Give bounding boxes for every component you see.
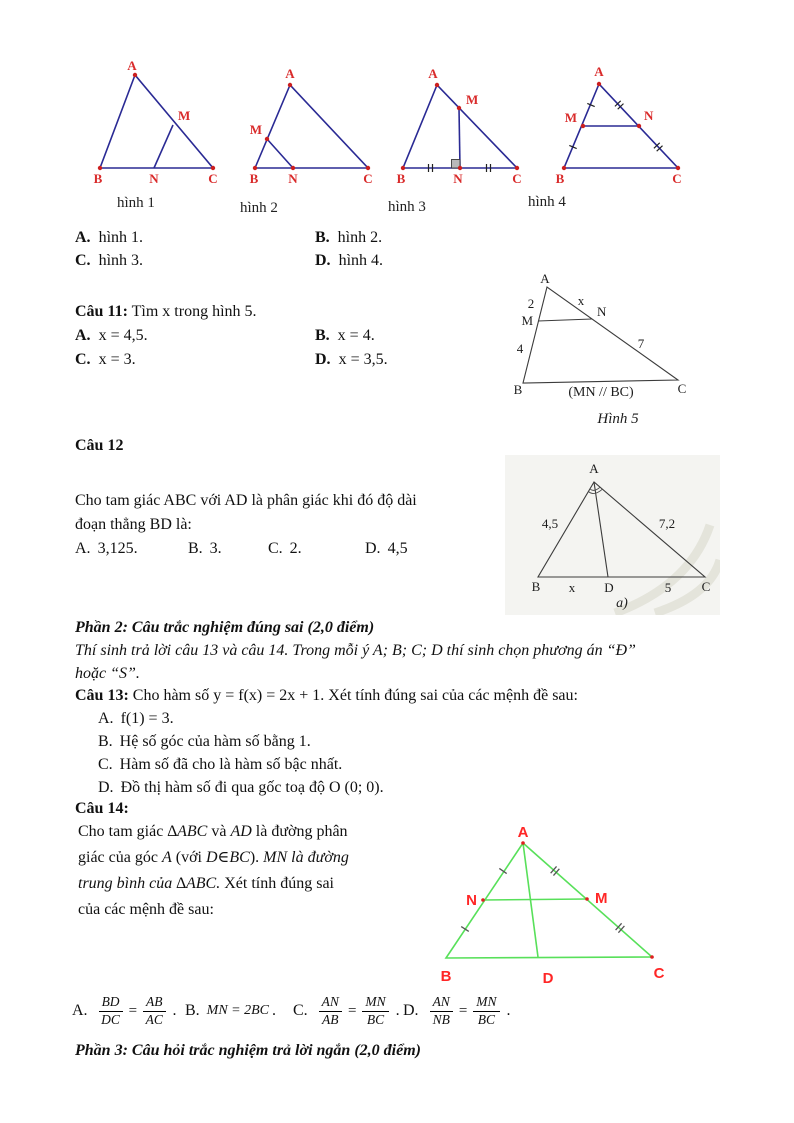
fig2-label-c: C	[363, 171, 373, 186]
fig14-label-m: M	[595, 890, 608, 907]
fig1-triangle	[100, 75, 213, 168]
fig5-value-an: x	[577, 293, 585, 308]
fig2-label-a: A	[285, 66, 295, 81]
q13-option-c-text: Hàm số đã cho là hàm số bậc nhất.	[119, 756, 343, 773]
fig12-value-ab: 4,5	[541, 516, 559, 531]
fig14-label-n: N	[466, 892, 477, 909]
q12-option-a-letter: A.	[75, 540, 91, 557]
fig5-label-m: M	[521, 313, 533, 328]
q14-option-c-fraction1: $\frac{AN}{AB}$	[319, 994, 342, 1027]
fig1-caption: hình 1	[117, 195, 155, 211]
part2-heading: Phần 2: Câu trắc nghiệm đúng sai (2,0 điểm)	[75, 619, 375, 636]
fig12-value-ac: 7,2	[658, 516, 676, 531]
fig3-label-m: M	[466, 92, 479, 107]
fig4-label-a: A	[594, 64, 604, 79]
fig12-label-c: C	[701, 579, 711, 594]
q13-option-d-letter: D.	[98, 779, 114, 796]
q10-option-b-letter: B.	[315, 229, 330, 246]
q14-text-line3: trung bình của ∆ABC. Xét tính đúng sai	[78, 875, 334, 892]
q14-option-c-period: .	[395, 1002, 400, 1019]
q14-option-a-period: .	[172, 1002, 177, 1019]
q13-option-c	[98, 756, 342, 774]
q14-label: Câu 14:	[75, 800, 129, 817]
q11-option-c-text: x = 3.	[98, 351, 136, 368]
q13-option-b-text: Hệ số góc của hàm số bằng 1.	[119, 733, 311, 750]
fig4-caption: hình 4	[528, 194, 566, 210]
q11-option-c	[75, 351, 136, 369]
fig1-vertex-dots	[98, 73, 215, 170]
q14-option-c-letter: C.	[293, 1002, 308, 1019]
fig1-label-n: N	[149, 171, 159, 186]
q11-label: Câu 11:	[75, 303, 128, 320]
q14-option-b-period: .	[272, 1002, 277, 1019]
fig3-caption: hình 3	[388, 199, 426, 215]
fig14-label-b: B	[440, 968, 452, 985]
fig3-label-b: B	[396, 171, 406, 186]
q10-option-d	[315, 252, 383, 270]
q14-text-line4: của các mệnh đề sau:	[78, 901, 214, 918]
q14-text-line2: giác của góc A (với D∈BC). MN là đường	[78, 849, 349, 866]
fig12-label-b: B	[531, 579, 541, 594]
q14-option-c	[293, 990, 400, 1032]
q13-option-b-letter: B.	[98, 733, 113, 750]
fig14-label-d: D	[542, 970, 554, 987]
q11-option-d-text: x = 3,5.	[338, 351, 388, 368]
q14-text-block	[78, 819, 349, 923]
fig1-label-c: C	[208, 171, 218, 186]
fig5-caption: Hình 5	[597, 411, 639, 427]
q14-option-b-letter: B.	[185, 1002, 200, 1019]
fig2-caption: hình 2	[240, 200, 278, 216]
q13-option-a-text: f(1) = 3.	[120, 710, 174, 727]
fig12-value-dc: 5	[664, 580, 672, 595]
fig5-triangle	[523, 287, 678, 383]
q12-label: Câu 12	[75, 437, 124, 454]
q13-label: Câu 13:	[75, 687, 129, 704]
q11-option-b	[315, 327, 375, 345]
q14-option-d-letter: D.	[403, 1002, 419, 1019]
fig2-label-m: M	[249, 122, 262, 137]
fig5-label-n: N	[597, 304, 607, 319]
fig12-label-a: A	[589, 461, 599, 476]
q12-option-a-text: 3,125.	[97, 540, 138, 557]
q14-option-a-fraction1: $\frac{BD}{DC}$	[99, 994, 123, 1027]
q10-option-b	[315, 229, 382, 247]
q13-prompt-text: Cho hàm số y = f(x) = 2x + 1. Xét tính đúng sai của các mệnh đề sau:	[132, 687, 578, 704]
fig3-label-n: N	[453, 171, 463, 186]
q11-prompt	[75, 303, 257, 321]
q14-option-a-equals: =	[128, 1002, 138, 1019]
fig1-label-m: M	[178, 108, 191, 123]
fig14-label-a: A	[517, 824, 529, 841]
fig5-label-a: A	[540, 272, 550, 286]
fig12-label-d: D	[604, 580, 614, 595]
q13-option-b	[98, 733, 311, 751]
q11-option-b-letter: B.	[315, 327, 330, 344]
figure-cau14	[435, 815, 720, 995]
q12-option-d	[365, 540, 408, 558]
q11-option-a	[75, 327, 148, 345]
q10-option-a-text: hình 1.	[98, 229, 144, 246]
fig4-label-m: M	[564, 110, 577, 125]
q11-option-a-letter: A.	[75, 327, 91, 344]
q13-option-d	[98, 779, 384, 797]
fig5-value-mb: 4	[516, 341, 524, 356]
q13-option-a	[98, 710, 174, 728]
q13-option-d-text: Đồ thị hàm số đi qua gốc toạ độ O (0; 0).	[120, 779, 384, 796]
q11-option-b-text: x = 4.	[337, 327, 375, 344]
fig1-label-b: B	[93, 171, 103, 186]
q10-option-a	[75, 229, 143, 247]
q12-option-b	[188, 540, 222, 558]
fig12-caption: a)	[616, 596, 628, 611]
q14-option-a	[72, 990, 177, 1032]
q14-option-d-period: .	[506, 1002, 511, 1019]
fig5-value-nc: 7	[637, 336, 645, 351]
q14-option-c-equals: =	[347, 1002, 357, 1019]
q13-option-c-letter: C.	[98, 756, 113, 773]
q14-option-d	[403, 990, 511, 1032]
q12-option-c-text: 2.	[289, 540, 302, 557]
part2-instruction-line2: hoặc “S”.	[75, 665, 140, 682]
fig3-label-c: C	[512, 171, 522, 186]
q12-text-line2: đoạn thẳng BD là:	[75, 516, 192, 533]
q12-option-d-letter: D.	[365, 540, 381, 557]
q11-option-d	[315, 351, 388, 369]
q11-option-c-letter: C.	[75, 351, 91, 368]
figure-row-hinh-1-4	[80, 60, 700, 195]
fig4-label-n: N	[644, 108, 654, 123]
fig3-triangle	[403, 85, 517, 168]
q14-option-a-letter: A.	[72, 1002, 88, 1019]
q14-option-b	[185, 990, 276, 1032]
fig14-label-c: C	[653, 965, 665, 982]
q10-option-c-text: hình 3.	[98, 252, 144, 269]
fig2-vertex-dots	[253, 83, 370, 170]
q10-option-c	[75, 252, 143, 270]
fig2-triangle	[255, 85, 368, 168]
q14-option-c-fraction2: $\frac{MN}{BC}$	[362, 994, 388, 1027]
q14-option-a-fraction2: $\frac{AB}{AC}$	[143, 994, 166, 1027]
fig3-label-a: A	[428, 66, 438, 81]
fig4-label-c: C	[672, 171, 682, 186]
part3-heading: Phần 3: Câu hỏi trắc nghiệm trả lời ngắn (2,0 điểm)	[75, 1042, 421, 1059]
q14-option-d-fraction2: $\frac{MN}{BC}$	[473, 994, 499, 1027]
fig12-value-bd: x	[568, 580, 576, 595]
q13-option-a-letter: A.	[98, 710, 114, 727]
q14-option-b-text: MN = 2BC	[206, 1003, 270, 1018]
q14-text-line1: Cho tam giác ∆ABC và AD là đường phân	[78, 823, 348, 840]
q11-option-d-letter: D.	[315, 351, 331, 368]
fig2-label-b: B	[249, 171, 259, 186]
q10-option-d-letter: D.	[315, 252, 331, 269]
q10-option-b-text: hình 2.	[337, 229, 383, 246]
fig5-label-c: C	[677, 381, 687, 396]
q14-option-d-fraction1: $\frac{AN}{NB}$	[430, 994, 453, 1027]
q12-option-c-letter: C.	[268, 540, 283, 557]
part2-instruction-line1: Thí sinh trả lời câu 13 và câu 14. Trong mỗi ý A; B; C; D thí sinh chọn phương án “Đ”	[75, 642, 636, 659]
q12-option-c	[268, 540, 302, 558]
q14-option-d-equals: =	[458, 1002, 468, 1019]
q12-option-a	[75, 540, 138, 558]
fig1-label-a: A	[127, 60, 137, 73]
figure-cau12	[505, 455, 720, 615]
fig4-label-b: B	[555, 171, 565, 186]
q11-option-a-text: x = 4,5.	[98, 327, 148, 344]
q12-option-b-text: 3.	[209, 540, 222, 557]
q12-option-d-text: 4,5	[387, 540, 408, 557]
fig2-label-n: N	[288, 171, 298, 186]
q12-text-line1: Cho tam giác ABC với AD là phân giác khi đó độ dài	[75, 492, 417, 509]
q13-prompt	[75, 687, 578, 705]
figure-hinh-5	[505, 272, 700, 432]
q10-option-a-letter: A.	[75, 229, 91, 246]
fig5-parallel-note: (MN // BC)	[568, 385, 634, 400]
q11-prompt-text: Tìm x trong hình 5.	[131, 303, 257, 320]
fig5-value-am: 2	[527, 296, 535, 311]
q10-option-d-text: hình 4.	[338, 252, 384, 269]
q10-option-c-letter: C.	[75, 252, 91, 269]
q12-option-b-letter: B.	[188, 540, 203, 557]
fig5-label-b: B	[513, 382, 523, 397]
